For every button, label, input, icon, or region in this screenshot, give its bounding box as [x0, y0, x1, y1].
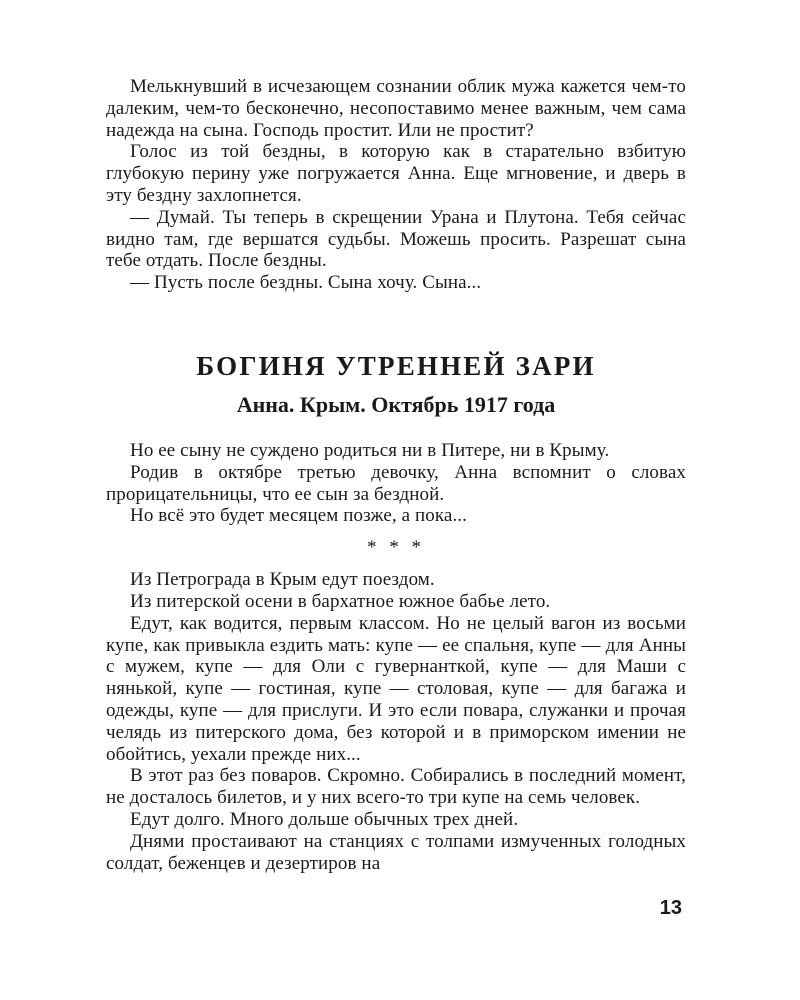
paragraph: Мелькнувший в исчезающем сознании облик мужа кажется чем-то далеким, чем-то бесконечно, несопоставимо менее важным, чем сама надежда на сына. Господь простит. Или не простит?	[106, 76, 686, 141]
section-separator: * * *	[367, 537, 425, 559]
paragraph: — Думай. Ты теперь в скрещении Урана и Плутона. Тебя сейчас видно там, где вершатся судьбы. Можешь просить. Разрешат сына тебе отдать. После бездны.	[106, 206, 686, 272]
paragraph: — Пусть после бездны. Сына хочу. Сына...	[130, 272, 482, 294]
chapter-subtitle: Анна. Крым. Октябрь 1917 года	[236, 391, 556, 417]
text-block-intro	[106, 76, 686, 294]
paragraph: В этот раз без поваров. Скромно. Собирались в последний момент, не досталось билетов, и у них всего-то три купе на семь человек.	[106, 765, 686, 809]
paragraph: Из питерской осени в бархатное южное бабье лето.	[130, 590, 551, 612]
paragraph: Но ее сыну не суждено родиться ни в Питере, ни в Крыму.	[130, 439, 610, 461]
paragraph: Родив в октябре третью девочку, Анна вспомнит о словах прорицательницы, что ее сын за бездной.	[106, 461, 686, 505]
page-number: 13	[659, 897, 682, 919]
paragraph: Едут долго. Много дольше обычных трех дней.	[130, 808, 519, 830]
book-page	[106, 76, 686, 874]
paragraph: Из Петрограда в Крым едут поездом.	[130, 569, 435, 591]
paragraph: Днями простаивают на станциях с толпами измученных голодных солдат, беженцев и дезертиров на	[106, 830, 686, 874]
paragraph: Но всё это будет месяцем позже, а пока...	[130, 505, 467, 527]
text-block-train-journey	[106, 569, 686, 874]
text-block-chapter-opening	[106, 440, 686, 527]
paragraph: Голос из той бездны, в которую как в старательно взбитую глубокую перину уже погружается Анна. Еще мгновение, и дверь в эту бездну захлопнется.	[106, 141, 686, 206]
chapter-title: БОГИНЯ УТРЕННЕЙ ЗАРИ	[196, 350, 596, 381]
paragraph: Едут, как водится, первым классом. Но не целый вагон из восьми купе, как привыкла ездить мать: купе — ее спальня, купе — для Анны с мужем, купе — для Оли с гувернанткой, купе — для Маши с нянькой, купе — гостиная, купе — столовая, купе — для багажа и одежды, купе — для прислуги. И это если повара, служанки и прочая челядь из питерского дома, без которой и в приморском имении не обойтись, уехали прежде них...	[106, 612, 686, 765]
